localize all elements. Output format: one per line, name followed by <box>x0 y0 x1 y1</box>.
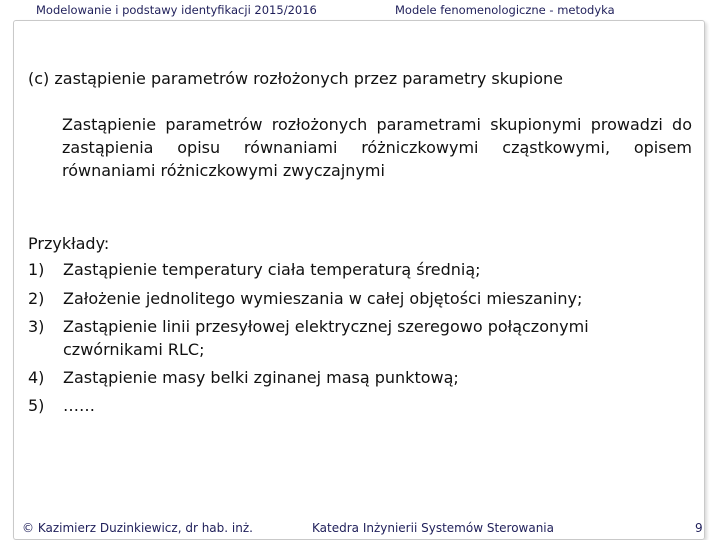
list-item-text: Zastąpienie linii przesyłowej elektrycznej szeregowo połączonymi czwórnikami RLC; <box>63 317 589 359</box>
list-item-number: 4) <box>28 368 45 387</box>
paragraph-line: zastąpienia opisu równaniami różniczkowymi cząstkowymi, opisem <box>62 138 692 157</box>
slide-heading: (c) zastąpienie parametrów rozłożonych przez parametry skupione <box>28 69 564 88</box>
footer-author: © Kazimierz Duzinkiewicz, dr hab. inż. <box>22 521 253 535</box>
list-item-text: …… <box>63 396 95 415</box>
header-course-title: Modelowanie i podstawy identyfikacji 2015/2016 <box>36 3 317 17</box>
list-item-text: Zastąpienie temperatury ciała temperaturą średnią; <box>63 260 481 279</box>
footer-department: Katedra Inżynierii Systemów Sterowania <box>312 521 554 535</box>
list-item-number: 2) <box>28 289 45 308</box>
paragraph-line: Zastąpienie parametrów rozłożonych parametrami skupionymi prowadzi do <box>62 115 692 134</box>
page-number: 9 <box>695 521 703 535</box>
list-item-text: Zastąpienie masy belki zginanej masą punktową; <box>63 368 459 387</box>
header-section-title: Modele fenomenologiczne - metodyka <box>395 3 615 17</box>
examples-label: Przykłady: <box>28 234 110 253</box>
list-item-number: 3) <box>28 317 45 336</box>
intro-paragraph <box>62 113 692 182</box>
paragraph-line: równaniami różniczkowymi zwyczajnymi <box>62 161 385 180</box>
list-item-number: 1) <box>28 260 45 279</box>
list-item-number: 5) <box>28 396 45 415</box>
list-item-text: Założenie jednolitego wymieszania w całej objętości mieszaniny; <box>63 289 583 308</box>
